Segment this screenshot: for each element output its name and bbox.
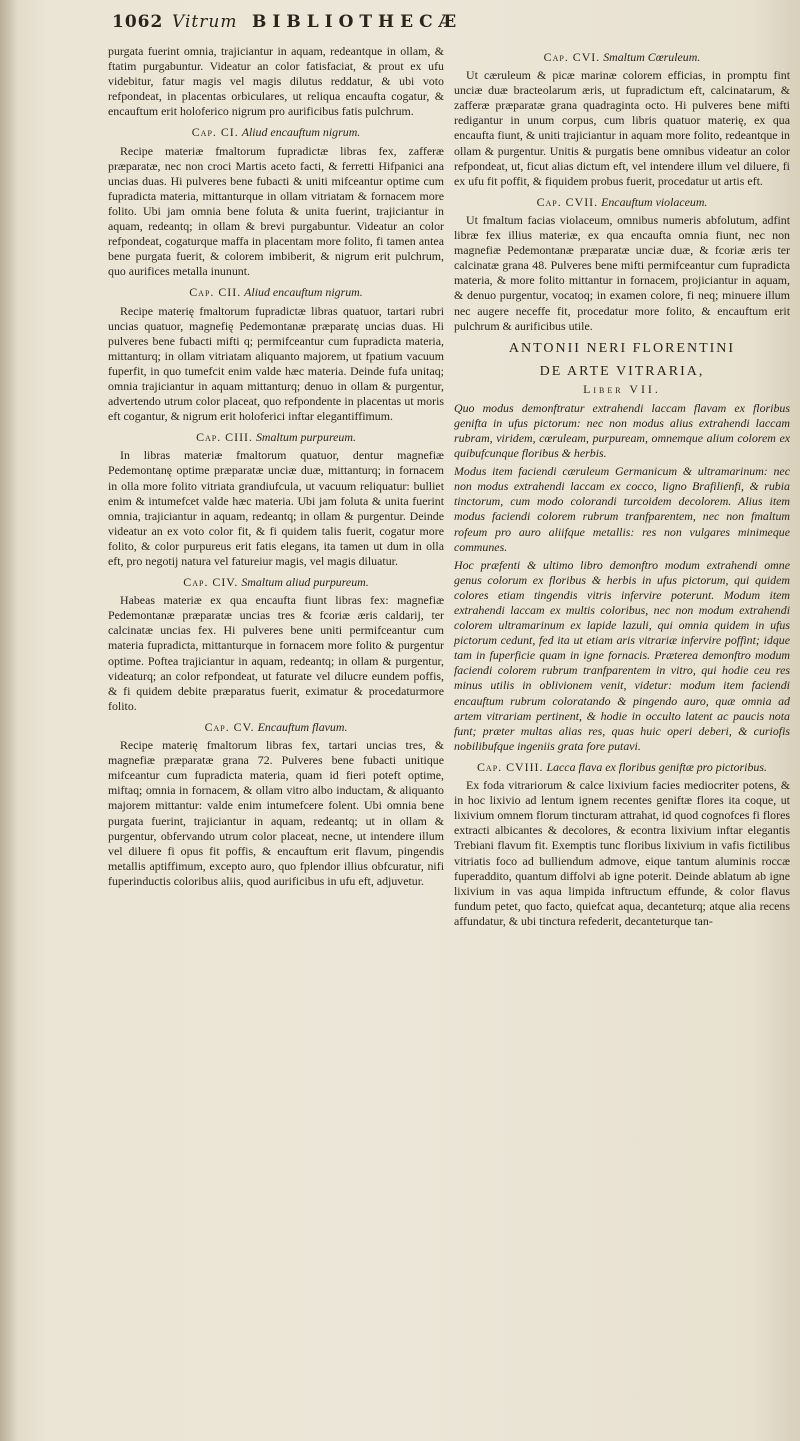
paragraph: purgata fuerint omnia, trajiciantur in aquam, redeantque in ollam, & ftatim purgabuntur. Videatur an color fatisfaciat, & prout ex ufu videbitur, fatur magis vel magis dilutus reddatur, & ubi voto refpondeat, in placentas orbiculares, ut reliqua encaufta cogatur, & encauftum erit holoferico nigrum pro aurificibus fatis pulchrum. <box>108 44 444 119</box>
chapter-number: Cap. CVI. <box>543 50 601 64</box>
left-column <box>108 44 444 892</box>
chapter-heading <box>454 50 790 65</box>
chapter-heading <box>108 285 444 300</box>
paragraph: Habeas materiæ ex qua encaufta fiunt libras fex: magnefiæ Pedemontanæ præparatæ uncias tres & fcoriæ æris caldarij, ter calcinatæ uncias fex. Hi pulveres bene uniti permifceantur cum materia fupradicta, mittanturque in fornacem more folito & purgentur optime. Poftea trajiciantur in aquam, redeantq; in ollam & purgentur, videaturq; an color refpondeat, ut faturate vel dilucre eundem poffis, & fi quidem debite præparatus fuerit, eximatur & procedaturmore folito. <box>108 593 444 713</box>
chapter-heading <box>108 720 444 735</box>
chapter-title: Encauftum violaceum. <box>601 194 708 209</box>
page-fold-shadow <box>0 0 18 1441</box>
paragraph: Recipe materię fmaltorum fupradictæ libras quatuor, tartari rubri uncias quatuor, magnefię Pedemontanæ præparatę uncias duas. Hi pulveres bene fubacti mifti q; permifceantur cum fupradicta materia, mittanturq; in ollam vitriatam aliquanto majorem, ut fpatium vacuum fuperfit, in quo tumefcit enim valde hæc materia. Deinde fufa unitaq; omnia trajiciantur in aquam mittanturq; denuo in ollam & purgentur, advertendo utrum color placeat, quo refpondente in placentas ut moris eft cogantur, & nigrum erit holoferici inftar elegantiffimum. <box>108 303 444 424</box>
chapter-number: Cap. CIV. <box>183 575 239 590</box>
chapter-number: Cap. CI. <box>191 125 239 140</box>
chapter-title: Encauftum flavum. <box>257 719 348 734</box>
paragraph: Ex foda vitrariorum & calce lixivium facies mediocriter potens, & in hoc lixivio ad lentum ignem recentes geniftæ flores ita coque, ut lixivium omnem florum tincturam attrahat, id quod cognofces fi flores extracti albicantes & decolores, & econtra lixivium inftar elegantis Trebiani flavum fit. Exemptis tunc floribus lixivium in vafis fictilibus vitriatis foco ad bulliendum admove, eique tantum aluminis roccæ fuperaddito, quantum diffolvi ab igne poterit. Deinde ablatum ab igne lixivium in vas aqua limpida inftructum effunde, & color flavus fundum petet, quo facto, quiefcat aqua, decanteturq; atque alia recens affundatur, & ubi tinctura refederit, decanteturque tan- <box>454 778 790 928</box>
chapter-title: Smaltum purpureum. <box>255 430 356 445</box>
chapter-heading <box>108 430 444 445</box>
paragraph: Recipe materiæ fmaltorum fupradictæ libras fex, zafferæ præparatæ, nec non croci Martis aceto facti, & ferretti Hifpanici ana uncias duas. Hi pulveres bene fubacti & uniti mifceantur optime cum fupradicta materia, mittanturque in ollam vitriatam & fornacem more folito. Ubi jam omnia bene foluta & unita fuerint, trajiciantur in aquam, redeantq; in ollam & brevi purgabuntur. Videatur an color refpondeat, cogaturque maffa in placentam more folito, fi tamen antea bene purgata fuerit, & colorem imbiberit, & nigrum erit pulchrum, quo aurifices metalla inununt. <box>108 143 444 279</box>
chapter-heading <box>454 760 790 775</box>
book-number: Liber VII. <box>583 381 661 396</box>
running-title: Vitrum <box>172 12 238 32</box>
chapter-title: Aliud encauftum nigrum. <box>241 125 361 140</box>
chapter-title: Smaltum aliud purpureum. <box>241 575 369 590</box>
chapter-heading <box>108 575 444 590</box>
main-title: BIBLIOTHECÆ <box>252 12 463 32</box>
chapter-title: Lacca flava ex floribus geniftæ pro pictoribus. <box>546 759 767 774</box>
chapter-number: Cap. CII. <box>189 285 242 300</box>
chapter-title: Aliud encauftum nigrum. <box>244 285 363 300</box>
chapter-number: Cap. CVII. <box>536 194 599 209</box>
chapter-number: Cap. CVIII. <box>477 759 544 774</box>
chapter-title: Smaltum Cœruleum. <box>603 50 701 64</box>
paragraph: Ut fmaltum facias violaceum, omnibus numeris abfolutum, adfint libræ fex illius materiæ, ex qua encaufta omnia fiunt, nec non magnefiæ Pedemontanæ præparatæ unciæ duæ, & fcoriæ æris ter calcinatæ grana 48. Pulveres bene mifti permifceantur cum fupradicta materia, & more folito mittantur in fornacem, projiciantur in aquam, & denuo purgentur, vocatoq; in examen colore, fi neq; minuere illum nec augere neceffe fit, procedatur more folito, & encauftum erit pulchrum & aurificibus utile. <box>454 212 790 333</box>
right-column <box>454 44 790 932</box>
paragraph: In libras materiæ fmaltorum quatuor, dentur magnefiæ Pedemontanę optime præparatæ unciæ duæ, mittanturq; in fornacem in olla more folito vitriata grandiufcula, ut vacuum reliquatur: bulliet enim & intumefcet valde hæc materia. Ubi jam foluta & unita fuerint omnia, trajiciantur in aquam, redeantq; in ollam & purgentur. Deinde videatur an ex voto color fit, & fi quidem talis fuerit, cogatur more folito, & color purpureus erit fatis elegans, ita tamen ut dum in olla eft, pro negotij natura vel fatureiur magis, vel magis diluatur. <box>108 448 444 568</box>
book-introduction <box>454 401 790 754</box>
page-number: 1062 <box>112 12 164 32</box>
chapter-number: Cap. CV. <box>204 719 255 734</box>
chapter-number: Cap. CIII. <box>196 430 253 445</box>
book-title: DE ARTE VITRARIA, <box>539 363 705 379</box>
intro-paragraph: Quo modus demonftratur extrahendi laccam flavam ex floribus genifta in ufus pictorum: nec non modus alius extrahendi laccam rubram, viridem, cœruleam, purpuream, omnemque alium colorem ex quibufcunque floribus & herbis. <box>454 400 790 461</box>
intro-paragraph: Hoc præfenti & ultimo libro demonftro modum extrahendi omne genus colorum ex floribus & herbis in ufus pictorum, qui quidem colores etiam tingendis vitris infervire poterunt. Modum item extrahendi laccam ex multis coloribus, nec non modum extrahendi colorem ultramarinum ex lapide lazuli, qui omnia quidem in ufus pictorum cedunt, fed ita ut etiam aris vitrariæ infervire poffint; idque tam in fuperficie quam in igne fornacis. Præterea demonftro modum faciendi colorem rubrum tranfparentem in vitro, qui hodie ceu res minus utilis in oblivionem venit, videtur: modum item faciendi encauftum rubrum coloratando & pingendo auro, quæ omnia ad artem vitrariam pertinent, & hodie in occulto latent ac paucis nota funt; præter multas alias res, quas huic operi deberi, & curiofis nobilibufque ingeniis grata fore putavi. <box>454 557 790 753</box>
paragraph: Ut cæruleum & picæ marinæ colorem efficias, in promptu fint unciæ duæ bracteolarum æris, ut fupradictum eft, calcinatarum, & zafferæ præparatæ grana quadraginta octo. Hi pulveres bene mifti redigantur in unum corpus, cum libris quatuor materię, ex qua encaufta fiunt, & uniti trajiciantur in aquam more folito, redeantque in ollam & purgentur. Unitis & purgatis bene omnibus videatur an color refpondeat, ut, ficut alias dictum eft, vel intendere illum vel diluere, fi ex ufu fit poffit, & fiquidem probus fuerit, procedatur ut artis eft. <box>454 68 790 188</box>
chapter-heading <box>454 195 790 210</box>
chapter-heading <box>108 125 444 140</box>
page-header <box>112 12 782 38</box>
book-author: ANTONII NERI FLORENTINI <box>508 340 736 356</box>
intro-paragraph: Modus item faciendi cæruleum Germanicum & ultramarinum: nec non modus extrahendi laccam ex cocco, ligno Brafilienfi, & rubia tinctorum, cum modo colorandi turcoidem decolorem. Alius item modus faciendi colorem rubrum tranfparentem, nec non fmaltum rofeum pro auro aliifque metallis: res non vulgares minimeque communes. <box>454 464 790 554</box>
paragraph: Recipe materię fmaltorum libras fex, tartari uncias tres, & magnefiæ præparatæ grana 72. Pulveres bene fubacti unitique mifceantur cum fupradicta materia, quam id fieri poteft optime, miftaq; omnia in fornacem, & ollam vitro albo inductam, & aliquanto majorem mittantur: valde enim intumefcere folent. Ubi omnia bene purgata fuerint, trajiciantur in aquam, redeantq; ut in ollam & purgentur, obfervando utrum color placeat, necne, ut intendere illum vel diluere fi opus fit poffis, & encauftum erit flavum, pingendis metallis aptiffimum, excepto auro, quo fplendor illius obfcuratur, nifi fuperinductis coloribus aliis, quod aurificibus in ufu eft, adjuvetur. <box>108 738 444 888</box>
